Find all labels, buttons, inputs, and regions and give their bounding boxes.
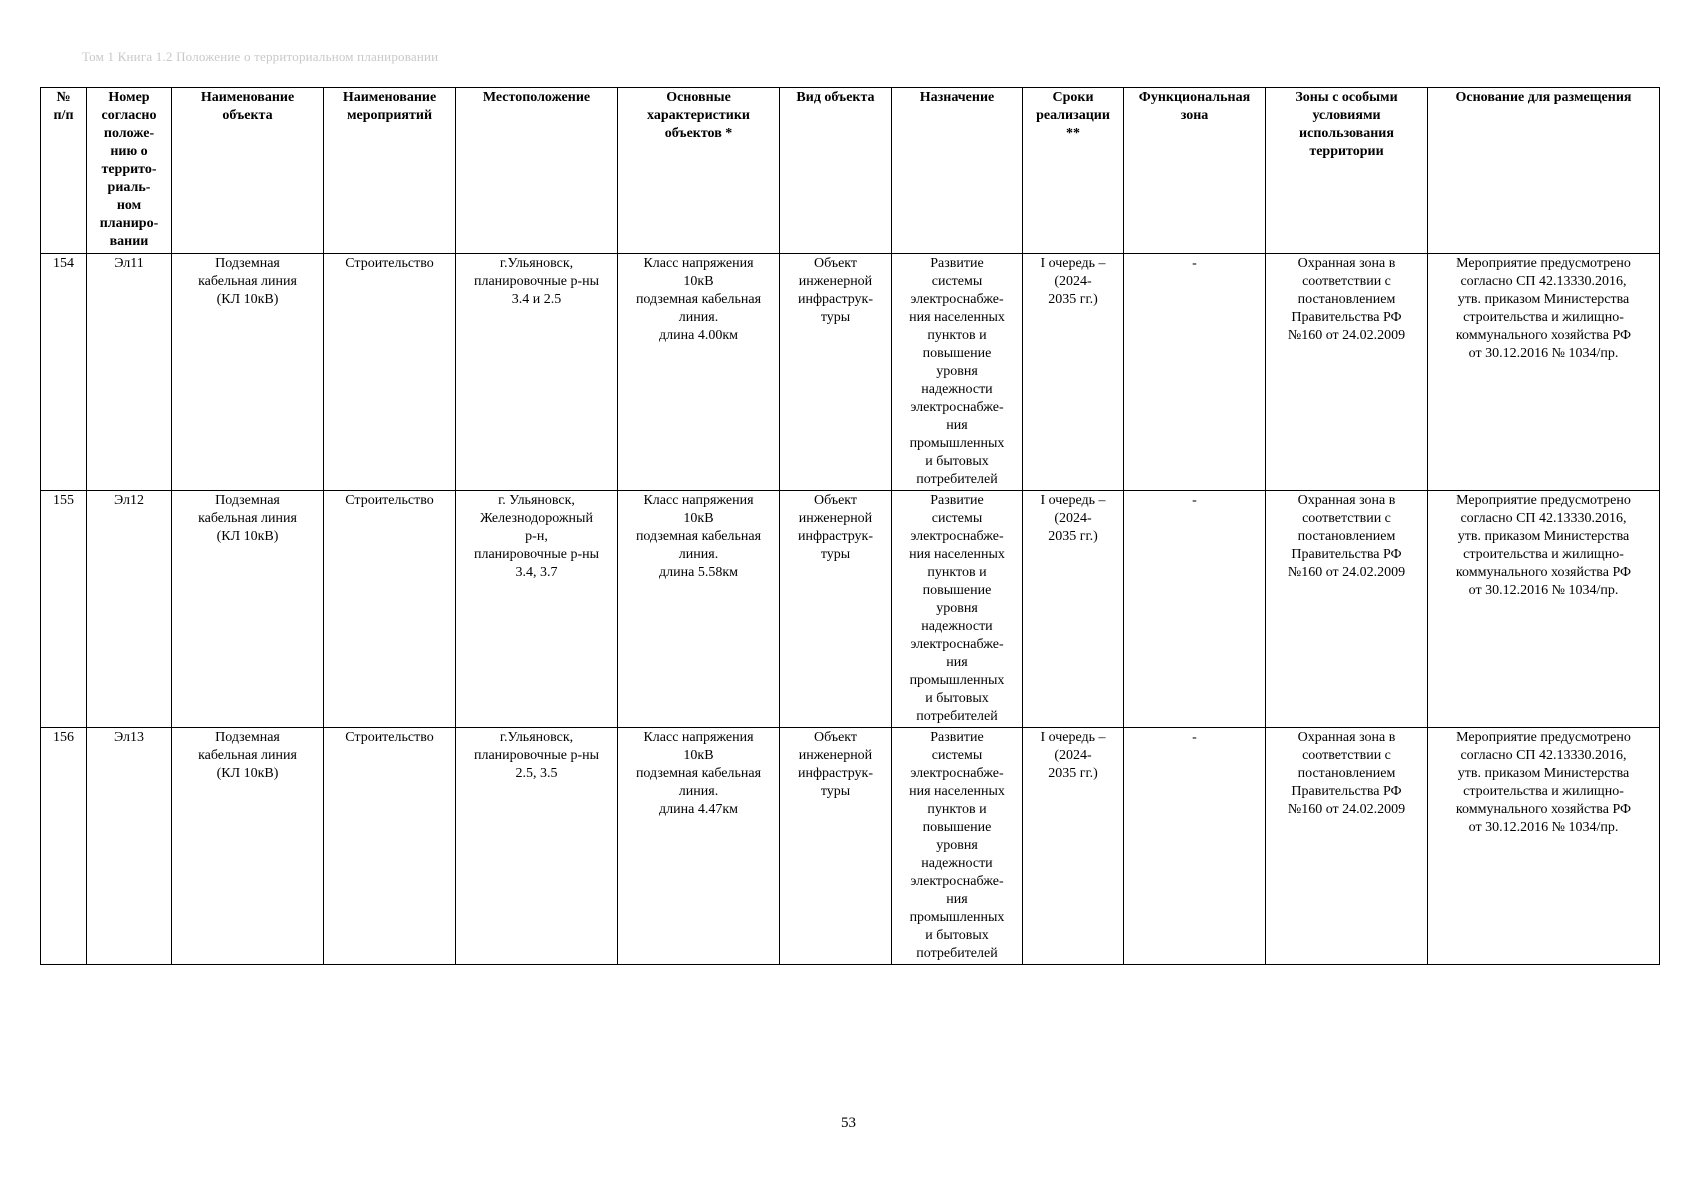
cell-number: 156 <box>41 728 87 965</box>
cell-timeline: I очередь – (2024- 2035 гг.) <box>1023 254 1124 491</box>
cell-special-zones: Охранная зона в соответствии с постановлением Правительства РФ №160 от 24.02.2009 <box>1266 728 1428 965</box>
cell-object-name: Подземная кабельная линия (КЛ 10кВ) <box>172 728 324 965</box>
cell-activity-name: Строительство <box>324 491 456 728</box>
cell-object-name: Подземная кабельная линия (КЛ 10кВ) <box>172 254 324 491</box>
cell-plan-number: Эл12 <box>87 491 172 728</box>
table-row <box>41 491 1660 728</box>
cell-purpose: Развитие системы электроснабже- ния населенных пунктов и повышение уровня надежности электроснабже- ния промышленных и бытовых потребителей <box>892 254 1023 491</box>
table-row <box>41 728 1660 965</box>
cell-location: г.Ульяновск, планировочные р-ны 2.5, 3.5 <box>456 728 618 965</box>
cell-special-zones: Охранная зона в соответствии с постановлением Правительства РФ №160 от 24.02.2009 <box>1266 491 1428 728</box>
cell-characteristics: Класс напряжения 10кВ подземная кабельная линия. длина 4.00км <box>618 254 780 491</box>
cell-basis: Мероприятие предусмотрено согласно СП 42.13330.2016, утв. приказом Министерства строительства и жилищно- коммунального хозяйства РФ от 30.12.2016 № 1034/пр. <box>1428 728 1660 965</box>
col-header-timeline: Сроки реализации ** <box>1023 88 1124 254</box>
col-header-characteristics: Основные характеристики объектов * <box>618 88 780 254</box>
cell-functional-zone: - <box>1124 491 1266 728</box>
cell-activity-name: Строительство <box>324 254 456 491</box>
col-header-object-type: Вид объекта <box>780 88 892 254</box>
cell-purpose: Развитие системы электроснабже- ния населенных пунктов и повышение уровня надежности электроснабже- ния промышленных и бытовых потребителей <box>892 491 1023 728</box>
cell-plan-number: Эл13 <box>87 728 172 965</box>
col-header-object-name: Наименование объекта <box>172 88 324 254</box>
cell-activity-name: Строительство <box>324 728 456 965</box>
cell-object-type: Объект инженерной инфраструк- туры <box>780 728 892 965</box>
col-header-plan-number: Номер согласно положе- нию о террито- риаль- ном планиро- вании <box>87 88 172 254</box>
cell-location: г. Ульяновск, Железнодорожный р-н, планировочные р-ны 3.4, 3.7 <box>456 491 618 728</box>
cell-basis: Мероприятие предусмотрено согласно СП 42.13330.2016, утв. приказом Министерства строительства и жилищно- коммунального хозяйства РФ от 30.12.2016 № 1034/пр. <box>1428 491 1660 728</box>
col-header-number: № п/п <box>41 88 87 254</box>
cell-purpose: Развитие системы электроснабже- ния населенных пунктов и повышение уровня надежности электроснабже- ния промышленных и бытовых потребителей <box>892 728 1023 965</box>
table-row <box>41 254 1660 491</box>
cell-number: 154 <box>41 254 87 491</box>
cell-object-name: Подземная кабельная линия (КЛ 10кВ) <box>172 491 324 728</box>
cell-functional-zone: - <box>1124 254 1266 491</box>
cell-special-zones: Охранная зона в соответствии с постановлением Правительства РФ №160 от 24.02.2009 <box>1266 254 1428 491</box>
cell-object-type: Объект инженерной инфраструк- туры <box>780 491 892 728</box>
cell-number: 155 <box>41 491 87 728</box>
col-header-purpose: Назначение <box>892 88 1023 254</box>
col-header-location: Местоположение <box>456 88 618 254</box>
cell-characteristics: Класс напряжения 10кВ подземная кабельная линия. длина 4.47км <box>618 728 780 965</box>
running-header: Том 1 Книга 1.2 Положение о территориальном планировании <box>82 49 439 64</box>
col-header-activity-name: Наименование мероприятий <box>324 88 456 254</box>
table-header-row <box>41 88 1660 254</box>
cell-basis: Мероприятие предусмотрено согласно СП 42.13330.2016, утв. приказом Министерства строительства и жилищно- коммунального хозяйства РФ от 30.12.2016 № 1034/пр. <box>1428 254 1660 491</box>
col-header-special-zones: Зоны с особыми условиями использования территории <box>1266 88 1428 254</box>
col-header-basis: Основание для размещения <box>1428 88 1660 254</box>
page-number: 53 <box>841 1115 856 1131</box>
col-header-functional-zone: Функциональная зона <box>1124 88 1266 254</box>
cell-plan-number: Эл11 <box>87 254 172 491</box>
cell-location: г.Ульяновск, планировочные р-ны 3.4 и 2.5 <box>456 254 618 491</box>
objects-table <box>40 87 1660 965</box>
cell-timeline: I очередь – (2024- 2035 гг.) <box>1023 491 1124 728</box>
cell-characteristics: Класс напряжения 10кВ подземная кабельная линия. длина 5.58км <box>618 491 780 728</box>
cell-object-type: Объект инженерной инфраструк- туры <box>780 254 892 491</box>
cell-timeline: I очередь – (2024- 2035 гг.) <box>1023 728 1124 965</box>
cell-functional-zone: - <box>1124 728 1266 965</box>
